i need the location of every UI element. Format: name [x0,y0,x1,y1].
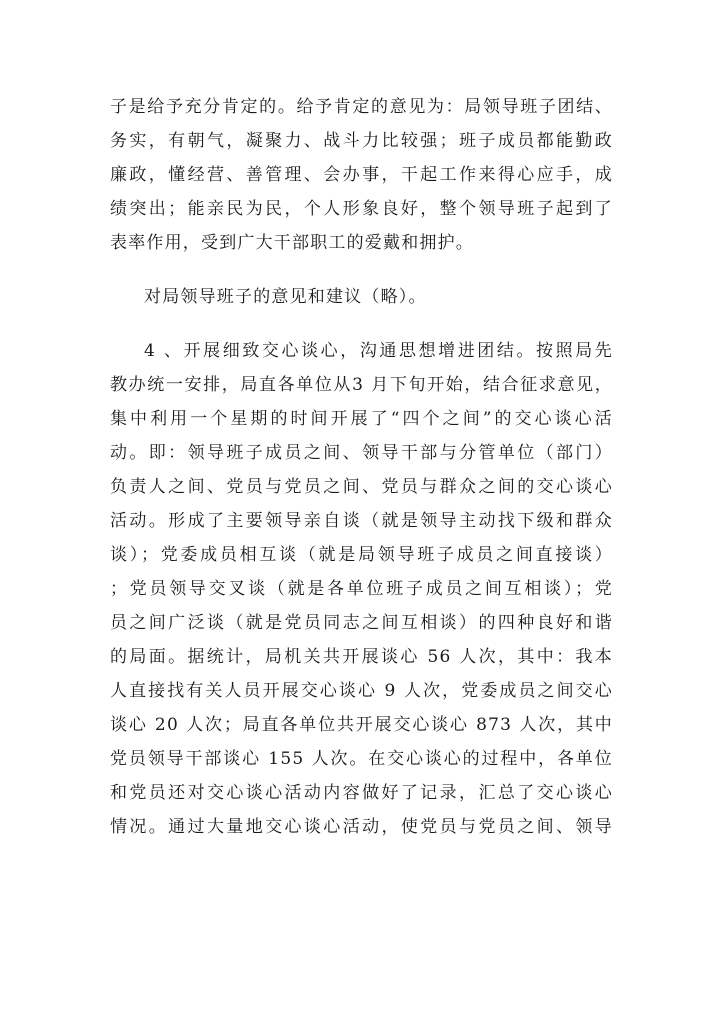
text-line: 员之间广泛谈（就是党员同志之间互相谈）的四种良好和谐 [110,613,613,633]
text-line: 情况。通过大量地交心谈心活动，使党员与党员之间、领导 [110,817,613,837]
text-line: ；党员领导交叉谈（就是各单位班子成员之间互相谈）；党 [110,579,613,599]
paragraph-spacer [110,260,613,280]
text-line: 4 、开展细致交心谈心，沟通思想增进团结。按照局先 [144,341,613,361]
text-line: 党员领导干部谈心 155 人次。在交心谈心的过程中，各单位 [110,749,613,769]
text-line: 活动。形成了主要领导亲自谈（就是领导主动找下级和群众 [110,511,613,531]
text-line: 务实，有朝气，凝聚力、战斗力比较强；班子成员都能勤政 [110,131,613,151]
text-line: 集中利用一个星期的时间开展了“四个之间”的交心谈心活 [110,409,613,429]
text-line: 对局领导班子的意见和建议（略）。 [144,287,427,307]
text-line: 绩突出；能亲民为民，个人形象良好，整个领导班子起到了 [110,199,613,219]
text-line: 人直接找有关人员开展交心谈心 9 人次，党委成员之间交心 [110,681,613,701]
text-line: 和党员还对交心谈心活动内容做好了记录，汇总了交心谈心 [110,783,613,803]
document-page [110,90,613,844]
text-line: 子是给予充分肯定的。给予肯定的意见为：局领导班子团结、 [110,97,613,117]
paragraph-spacer [110,314,613,334]
paragraph-heart-to-heart-talks [110,334,613,844]
text-line: 的局面。据统计，局机关共开展谈心 56 人次，其中：我本 [110,647,613,667]
text-line: 负责人之间、党员与党员之间、党员与群众之间的交心谈心 [110,477,613,497]
text-line: 谈心 20 人次；局直各单位共开展交心谈心 873 人次，其中 [110,715,613,735]
text-line: 廉政，懂经营、善管理、会办事，干起工作来得心应手，成 [110,165,613,185]
paragraph-leadership-affirmation [110,90,613,260]
text-line: 表率作用，受到广大干部职工的爱戴和拥护。 [110,233,474,253]
text-line: 教办统一安排，局直各单位从3 月下旬开始，结合征求意见， [110,375,613,395]
text-line: 谈）；党委成员相互谈（就是局领导班子成员之间直接谈） [110,545,613,565]
paragraph-opinions-suggestions [110,280,613,314]
text-line: 动。即：领导班子成员之间、领导干部与分管单位（部门） [110,443,613,463]
